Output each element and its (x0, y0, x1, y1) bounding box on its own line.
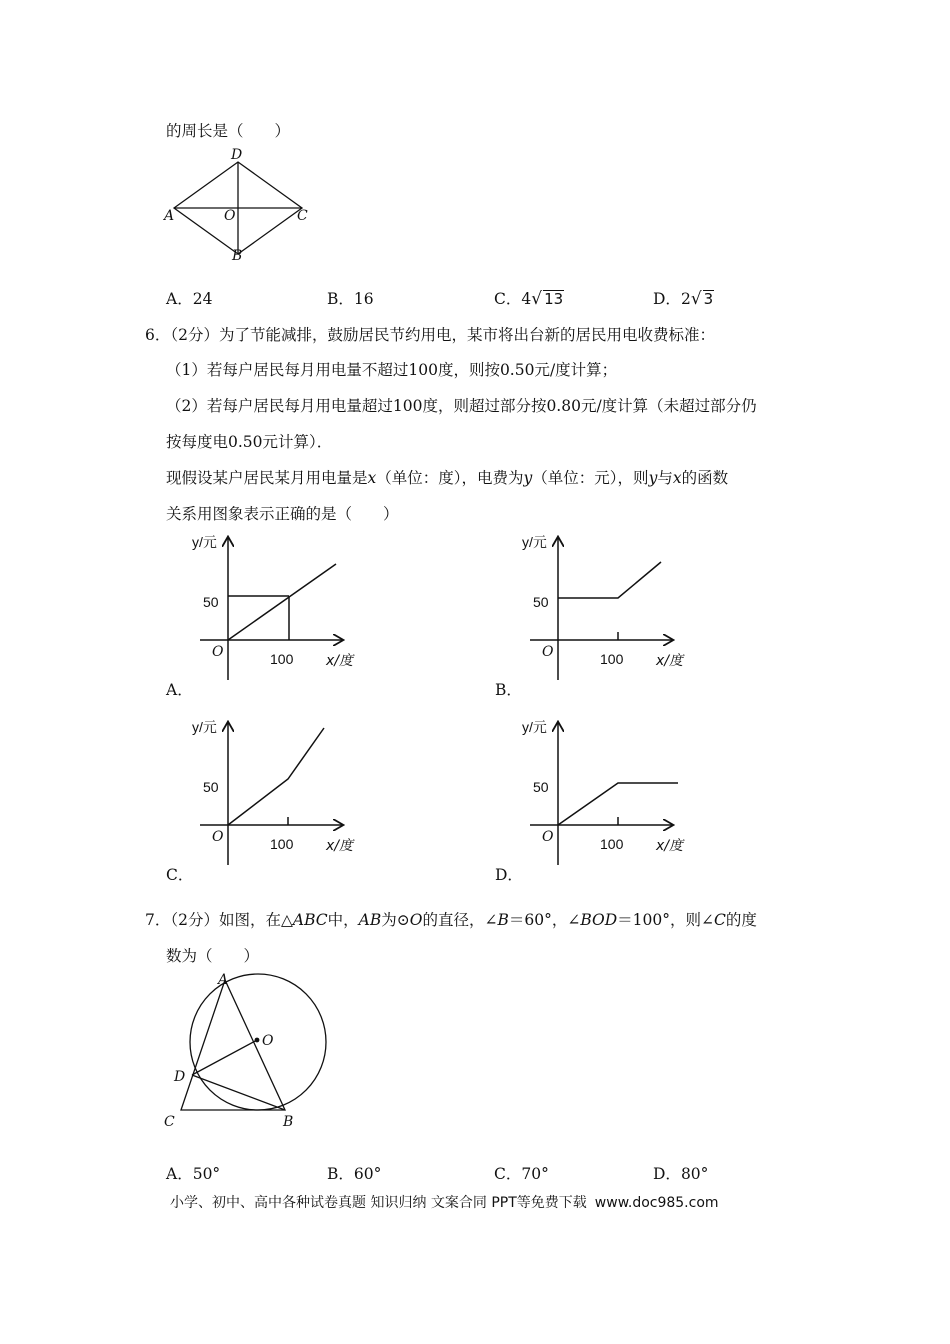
label-b: B (283, 1114, 294, 1130)
option-letter: D． (653, 1165, 681, 1183)
x-axis-label: x/度 (656, 838, 684, 854)
origin-label: O (542, 644, 554, 660)
angle-b: B (497, 911, 509, 929)
circle-center: O (409, 911, 423, 929)
var-x: x (672, 469, 682, 487)
q7-option-b[interactable] (327, 1162, 381, 1184)
option-value: 80° (680, 1165, 709, 1183)
y-axis-label: y/元 (192, 534, 217, 550)
label-o: O (262, 1033, 274, 1049)
x-tick-label: 100 (600, 651, 624, 667)
option-radicand: 13 (544, 290, 564, 308)
q6-graph-d (520, 713, 690, 873)
option-letter: A． (166, 1165, 193, 1183)
option-coefficient: 2 (680, 290, 691, 308)
q6-graph-b (520, 528, 690, 688)
q6-graph-option-b[interactable]: B． (495, 681, 522, 699)
label-a: A (164, 208, 175, 224)
text-segment: 的度 (725, 911, 757, 929)
y-axis-label: y/元 (192, 719, 217, 735)
option-radicand: 3 (703, 290, 714, 308)
text-segment: ＝100°，则∠ (617, 911, 714, 929)
option-value: 60° (353, 1165, 382, 1183)
graph-line (558, 562, 661, 598)
x-axis-label: x/度 (656, 653, 684, 669)
y-axis-label: y/元 (522, 534, 547, 550)
triangle-name: ABC (292, 911, 328, 929)
text-segment: （单位：元），则 (532, 469, 649, 487)
q7-option-c[interactable] (494, 1162, 549, 1184)
x-tick-label: 100 (270, 836, 294, 852)
label-o: O (224, 208, 236, 224)
option-letter: A． (166, 290, 193, 308)
q5-option-b[interactable] (327, 287, 374, 309)
q7-option-d[interactable] (653, 1162, 708, 1184)
q7-stem-line-2: 数为（ ） (166, 947, 260, 965)
segment-do (192, 1040, 257, 1075)
y-tick-label: 50 (203, 594, 219, 610)
footer-text: 小学、初中、高中各种试卷真题 知识归纳 文案合同 PPT等免费下载 (170, 1195, 587, 1211)
label-d: D (231, 147, 243, 163)
q5-stem-tail: 的周长是（ ） (166, 122, 291, 140)
sqrt-icon: √ (531, 289, 543, 309)
option-value: 16 (353, 290, 374, 308)
q7-stem-line-1 (145, 908, 757, 930)
q7-circle-figure (155, 968, 335, 1134)
q6-graph-c (190, 713, 360, 873)
var-y: y (523, 469, 533, 487)
question-number: 6． (145, 326, 171, 344)
var-y: y (648, 469, 658, 487)
option-letter: B． (327, 1165, 354, 1183)
option-letter: C． (494, 290, 522, 308)
y-tick-label: 50 (533, 594, 549, 610)
option-letter: B． (327, 290, 354, 308)
text-segment: （单位：度），电费为 (376, 469, 524, 487)
q5-rhombus-figure (160, 144, 320, 268)
text-segment: 中， (327, 911, 359, 929)
q5-option-c[interactable] (494, 287, 564, 309)
q6-rule-1: （1）若每户居民每月用电量不超过100度，则按0.50元/度计算； (166, 361, 618, 379)
q6-rule-2-line-2: 按每度电0.50元计算）． (166, 433, 333, 451)
q6-graph-option-c[interactable]: C． (166, 866, 194, 884)
option-value: 50° (192, 1165, 221, 1183)
x-axis-label: x/度 (326, 653, 354, 669)
question-score: （2分） (170, 326, 219, 344)
option-value: 70° (521, 1165, 549, 1183)
q6-question-line-2: 关系用图象表示正确的是（ ） (166, 505, 399, 523)
label-b: B (232, 248, 243, 264)
sqrt-icon: √ (690, 289, 702, 309)
q6-graph-a (190, 528, 360, 688)
text-segment: 与 (657, 469, 673, 487)
origin-label: O (542, 829, 554, 845)
var-x: x (367, 469, 377, 487)
option-letter: C． (494, 1165, 522, 1183)
label-d: D (174, 1069, 186, 1085)
x-tick-label: 100 (270, 651, 294, 667)
q5-options (166, 287, 806, 311)
text-segment: 的直径，∠ (422, 911, 498, 929)
text-segment: 现假设某户居民某月用电量是 (166, 469, 368, 487)
origin-label: O (212, 829, 224, 845)
text-segment: 如图，在△ (219, 911, 293, 929)
question-number: 7． (145, 911, 171, 929)
y-tick-label: 50 (533, 779, 549, 795)
q7-option-a[interactable] (166, 1162, 220, 1184)
option-letter: D． (653, 290, 681, 308)
q5-option-a[interactable] (166, 287, 212, 309)
graph-line (228, 728, 324, 825)
origin-label: O (212, 644, 224, 660)
x-tick-label: 100 (600, 836, 624, 852)
text-segment: 为⊙ (381, 911, 410, 929)
q7-options (166, 1162, 806, 1186)
q6-stem-line (145, 323, 715, 345)
text-segment: 的函数 (681, 469, 729, 487)
label-c: C (297, 208, 308, 224)
question-stem: 为了节能减排，鼓励居民节约用电，某市将出台新的居民用电收费标准： (219, 326, 716, 344)
label-a: A (218, 972, 229, 988)
option-coefficient: 4 (521, 290, 532, 308)
y-axis-label: y/元 (522, 719, 547, 735)
angle-bod: BOD (580, 911, 618, 929)
label-c: C (164, 1114, 175, 1130)
center-point (255, 1038, 260, 1043)
footer-site-link[interactable]: www.doc985.com (594, 1195, 719, 1211)
text-segment: ＝60°，∠ (508, 911, 581, 929)
question-score: （2分） (170, 911, 219, 929)
segment-ab: AB (358, 911, 382, 929)
q6-question-line-1 (166, 466, 728, 488)
page-footer (170, 1192, 719, 1212)
q6-graph-option-a[interactable]: A． (166, 681, 193, 699)
q6-graph-option-d[interactable]: D． (495, 866, 523, 884)
graph-line (228, 564, 336, 640)
q5-option-d[interactable] (653, 287, 714, 309)
y-tick-label: 50 (203, 779, 219, 795)
option-value: 24 (192, 290, 213, 308)
angle-c: C (713, 911, 726, 929)
q6-rule-2-line-1: （2）若每户居民每月用电量超过100度，则超过部分按0.80元/度计算（未超过部分仍 (166, 397, 757, 415)
x-axis-label: x/度 (326, 838, 354, 854)
